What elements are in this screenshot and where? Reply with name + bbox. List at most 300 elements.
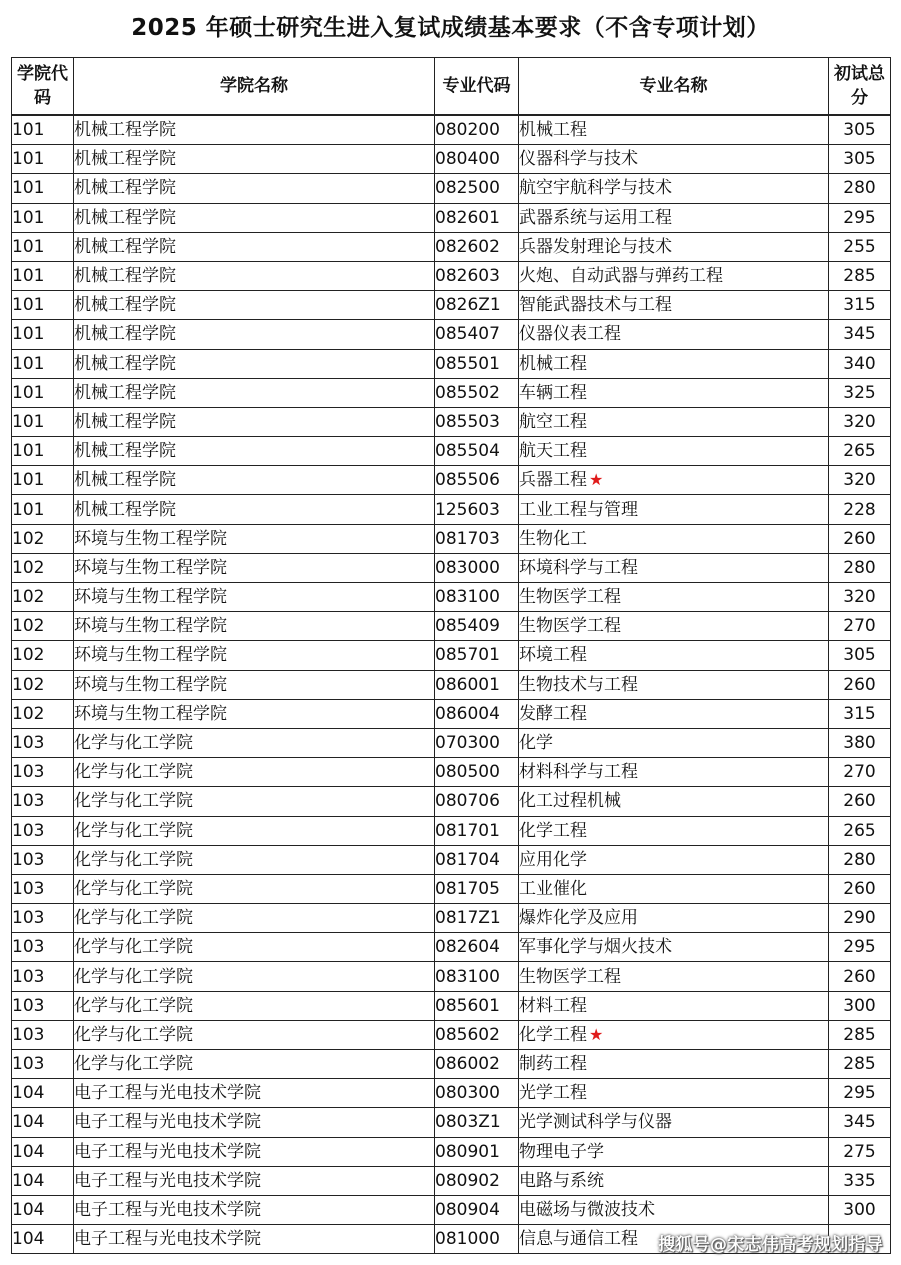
table-row (12, 933, 891, 962)
star-icon: ★ (589, 470, 604, 490)
header-major-name: 专业名称 (519, 58, 829, 116)
cell-college-name-text: 机械工程学院 (74, 324, 176, 345)
cell-major-name-text: 航空工程 (519, 411, 587, 432)
cell-college-name (74, 728, 435, 757)
cell-college-code-text: 101 (12, 324, 45, 345)
cell-score (829, 320, 891, 349)
cell-major-code-text: 082603 (435, 266, 500, 287)
cell-score (829, 1137, 891, 1166)
cell-college-code-text: 101 (12, 441, 45, 462)
cell-college-code (12, 291, 74, 320)
cell-major-name (519, 933, 829, 962)
cell-college-name (74, 612, 435, 641)
table-row (12, 728, 891, 757)
cell-major-code (435, 232, 519, 261)
cell-college-name-text: 机械工程学院 (74, 353, 176, 374)
cell-score-text: 280 (843, 557, 876, 578)
cell-college-code (12, 495, 74, 524)
cell-college-code-text: 104 (12, 1229, 45, 1250)
cell-major-code-text: 0803Z1 (435, 1112, 501, 1133)
cell-college-code-text: 102 (12, 616, 45, 637)
cell-major-code (435, 349, 519, 378)
cell-college-name-text: 机械工程学院 (74, 499, 176, 520)
cell-college-name-text: 化学与化工学院 (74, 1054, 193, 1075)
cell-major-name-text: 航空宇航科学与技术 (519, 178, 672, 199)
cell-college-name (74, 874, 435, 903)
cell-college-name (74, 203, 435, 232)
cell-major-name (519, 407, 829, 436)
table-row (12, 320, 891, 349)
cell-major-code (435, 874, 519, 903)
cell-college-name (74, 115, 435, 145)
cell-major-code (435, 728, 519, 757)
cell-college-code-text: 104 (12, 1170, 45, 1191)
cell-major-name (519, 787, 829, 816)
cell-score-text: 275 (843, 1141, 876, 1162)
cell-college-name (74, 261, 435, 290)
table-row (12, 583, 891, 612)
cell-score-text: 280 (843, 849, 876, 870)
header-score: 初试总分 (829, 58, 891, 116)
cell-major-code-text: 085501 (435, 353, 500, 374)
cell-major-code (435, 1166, 519, 1195)
cell-score-text: 305 (843, 120, 876, 141)
cell-major-code-text: 081000 (435, 1229, 500, 1250)
cell-college-name-text: 机械工程学院 (74, 236, 176, 257)
cell-major-code-text: 080300 (435, 1083, 500, 1104)
cell-major-name-text: 智能武器技术与工程 (519, 295, 672, 316)
cell-college-name-text: 环境与生物工程学院 (74, 616, 227, 637)
cell-college-code (12, 728, 74, 757)
cell-major-code (435, 816, 519, 845)
cell-major-code (435, 291, 519, 320)
cell-major-name (519, 1079, 829, 1108)
table-row (12, 816, 891, 845)
cell-college-name-text: 化学与化工学院 (74, 849, 193, 870)
cell-college-code (12, 1166, 74, 1195)
score-table (11, 57, 891, 1254)
cell-college-code (12, 1020, 74, 1049)
cell-major-name (519, 1108, 829, 1137)
cell-college-name (74, 553, 435, 582)
cell-college-code-text: 103 (12, 733, 45, 754)
cell-score (829, 291, 891, 320)
cell-major-name (519, 641, 829, 670)
cell-score-text: 270 (843, 616, 876, 637)
cell-major-code (435, 1020, 519, 1049)
cell-major-code-text: 0826Z1 (435, 295, 501, 316)
cell-major-name (519, 962, 829, 991)
cell-college-code (12, 933, 74, 962)
cell-college-code-text: 103 (12, 849, 45, 870)
cell-college-code-text: 103 (12, 1054, 45, 1075)
cell-score (829, 962, 891, 991)
cell-college-code (12, 758, 74, 787)
cell-score (829, 437, 891, 466)
cell-score-text: 265 (843, 441, 876, 462)
cell-college-name-text: 化学与化工学院 (74, 762, 193, 783)
cell-college-code-text: 102 (12, 645, 45, 666)
cell-college-name-text: 机械工程学院 (74, 470, 176, 491)
cell-score (829, 758, 891, 787)
cell-score-text: 260 (843, 966, 876, 987)
table-row (12, 466, 891, 495)
cell-score-text: 270 (843, 762, 876, 783)
cell-college-code-text: 101 (12, 266, 45, 287)
cell-college-name (74, 145, 435, 174)
cell-college-name (74, 904, 435, 933)
table-row (12, 1020, 891, 1049)
cell-college-name-text: 化学与化工学院 (74, 908, 193, 929)
cell-major-name (519, 1195, 829, 1224)
cell-score (829, 874, 891, 903)
cell-college-code (12, 991, 74, 1020)
cell-major-code-text: 081703 (435, 528, 500, 549)
cell-college-code-text: 103 (12, 820, 45, 841)
cell-college-name-text: 环境与生物工程学院 (74, 703, 227, 724)
cell-major-code-text: 081705 (435, 878, 500, 899)
cell-college-code (12, 1050, 74, 1079)
cell-major-code (435, 320, 519, 349)
cell-college-code (12, 583, 74, 612)
table-row (12, 1195, 891, 1224)
cell-major-code-text: 080200 (435, 120, 500, 141)
cell-major-code (435, 1108, 519, 1137)
cell-college-name-text: 环境与生物工程学院 (74, 645, 227, 666)
cell-college-code (12, 612, 74, 641)
cell-college-name (74, 437, 435, 466)
cell-major-code-text: 085502 (435, 382, 500, 403)
cell-major-code-text: 0817Z1 (435, 908, 501, 929)
cell-college-code (12, 1195, 74, 1224)
cell-major-code-text: 125603 (435, 499, 500, 520)
cell-score (829, 203, 891, 232)
cell-college-name-text: 化学与化工学院 (74, 1024, 193, 1045)
cell-college-code (12, 1137, 74, 1166)
cell-major-code (435, 583, 519, 612)
cell-college-code-text: 101 (12, 499, 45, 520)
cell-score-text: 285 (843, 1054, 876, 1075)
cell-college-name (74, 378, 435, 407)
cell-major-code (435, 1195, 519, 1224)
cell-score (829, 553, 891, 582)
cell-college-name-text: 化学与化工学院 (74, 966, 193, 987)
cell-major-code-text: 085407 (435, 324, 500, 345)
table-row (12, 845, 891, 874)
cell-major-name-text: 兵器发射理论与技术 (519, 236, 672, 257)
cell-college-name-text: 化学与化工学院 (74, 878, 193, 899)
cell-score-text: 285 (843, 266, 876, 287)
cell-major-name (519, 874, 829, 903)
table-row (12, 1137, 891, 1166)
cell-major-name-text: 仪器仪表工程 (519, 324, 621, 345)
cell-major-code (435, 1050, 519, 1079)
cell-college-code (12, 320, 74, 349)
cell-college-code-text: 101 (12, 295, 45, 316)
cell-major-name (519, 612, 829, 641)
cell-major-code-text: 081704 (435, 849, 500, 870)
cell-score (829, 641, 891, 670)
cell-major-name (519, 1225, 829, 1254)
table-row (12, 495, 891, 524)
cell-major-code (435, 1137, 519, 1166)
table-row (12, 174, 891, 203)
cell-major-name (519, 758, 829, 787)
cell-college-name (74, 699, 435, 728)
cell-college-code-text: 101 (12, 149, 45, 170)
cell-major-code (435, 553, 519, 582)
cell-major-name-text: 化工过程机械 (519, 791, 621, 812)
cell-major-name-text: 环境科学与工程 (519, 557, 638, 578)
table-row (12, 261, 891, 290)
cell-major-code (435, 495, 519, 524)
header-college-name: 学院名称 (74, 58, 435, 116)
cell-major-code (435, 1079, 519, 1108)
cell-college-name (74, 1050, 435, 1079)
cell-college-name-text: 电子工程与光电技术学院 (74, 1200, 261, 1221)
cell-score (829, 1020, 891, 1049)
cell-score (829, 466, 891, 495)
cell-major-code (435, 174, 519, 203)
cell-score (829, 232, 891, 261)
cell-college-name (74, 174, 435, 203)
cell-major-code (435, 699, 519, 728)
cell-major-name (519, 145, 829, 174)
cell-college-name (74, 1079, 435, 1108)
cell-major-code-text: 085701 (435, 645, 500, 666)
cell-college-code (12, 115, 74, 145)
cell-college-code-text: 101 (12, 178, 45, 199)
cell-score (829, 1225, 891, 1254)
header-row (12, 58, 891, 116)
cell-major-name (519, 232, 829, 261)
cell-college-name-text: 电子工程与光电技术学院 (74, 1141, 261, 1162)
watermark: 搜狐号@宋志伟高考规划指导 (658, 1235, 883, 1255)
cell-college-code-text: 102 (12, 587, 45, 608)
cell-major-code-text: 082500 (435, 178, 500, 199)
table-row (12, 145, 891, 174)
cell-college-code (12, 349, 74, 378)
cell-college-code-text: 104 (12, 1200, 45, 1221)
cell-major-name-text: 物理电子学 (519, 1141, 604, 1162)
cell-major-name (519, 1166, 829, 1195)
cell-college-name (74, 524, 435, 553)
cell-college-code (12, 641, 74, 670)
cell-college-name (74, 641, 435, 670)
cell-score (829, 1108, 891, 1137)
cell-major-code (435, 203, 519, 232)
cell-college-name-text: 电子工程与光电技术学院 (74, 1170, 261, 1191)
cell-major-name-text: 仪器科学与技术 (519, 149, 638, 170)
cell-major-name (519, 728, 829, 757)
cell-major-code-text: 086002 (435, 1054, 500, 1075)
cell-major-name-text: 电路与系统 (519, 1170, 604, 1191)
table-row (12, 1225, 891, 1254)
table-header (12, 58, 891, 116)
cell-score (829, 261, 891, 290)
cell-college-code (12, 904, 74, 933)
cell-college-name-text: 机械工程学院 (74, 382, 176, 403)
cell-major-name (519, 349, 829, 378)
cell-major-name (519, 991, 829, 1020)
cell-major-code-text: 082601 (435, 207, 500, 228)
cell-score-text: 280 (843, 178, 876, 199)
cell-college-code-text: 102 (12, 557, 45, 578)
cell-college-code-text: 101 (12, 353, 45, 374)
cell-major-name-text: 发酵工程 (519, 703, 587, 724)
cell-score-text: 320 (843, 470, 876, 491)
cell-major-name-text: 军事化学与烟火技术 (519, 937, 672, 958)
cell-major-code (435, 933, 519, 962)
cell-major-name (519, 1050, 829, 1079)
cell-major-name-text: 生物医学工程 (519, 587, 621, 608)
cell-major-code-text: 085506 (435, 470, 500, 491)
cell-major-code (435, 758, 519, 787)
cell-major-name-text: 生物医学工程 (519, 616, 621, 637)
cell-college-code-text: 103 (12, 995, 45, 1016)
cell-college-name (74, 845, 435, 874)
cell-college-name-text: 环境与生物工程学院 (74, 674, 227, 695)
cell-major-name (519, 378, 829, 407)
cell-major-name-text: 航天工程 (519, 441, 587, 462)
cell-score-text: 300 (843, 995, 876, 1016)
cell-college-name-text: 机械工程学院 (74, 149, 176, 170)
cell-college-name (74, 583, 435, 612)
cell-score-text: 345 (843, 324, 876, 345)
cell-score (829, 1050, 891, 1079)
cell-college-code (12, 1108, 74, 1137)
cell-college-code (12, 437, 74, 466)
cell-college-code-text: 101 (12, 120, 45, 141)
cell-score-text: 305 (843, 149, 876, 170)
cell-major-code-text: 080902 (435, 1170, 500, 1191)
cell-major-name-text: 兵器工程 (519, 470, 587, 491)
cell-major-name-text: 机械工程 (519, 353, 587, 374)
table-row (12, 291, 891, 320)
cell-major-code-text: 070300 (435, 733, 500, 754)
header-major-code: 专业代码 (435, 58, 519, 116)
cell-major-code-text: 085602 (435, 1024, 500, 1045)
cell-college-code (12, 553, 74, 582)
cell-score (829, 699, 891, 728)
table-row (12, 991, 891, 1020)
cell-score (829, 816, 891, 845)
cell-major-code (435, 612, 519, 641)
cell-score-text: 340 (843, 353, 876, 374)
cell-college-code (12, 699, 74, 728)
cell-college-name (74, 1020, 435, 1049)
cell-college-name (74, 291, 435, 320)
cell-major-name-text: 材料工程 (519, 995, 587, 1016)
cell-college-name (74, 320, 435, 349)
cell-college-code (12, 174, 74, 203)
cell-major-code (435, 407, 519, 436)
cell-college-name (74, 495, 435, 524)
cell-college-code-text: 103 (12, 908, 45, 929)
cell-score (829, 495, 891, 524)
cell-major-code-text: 083100 (435, 587, 500, 608)
cell-major-code-text: 085409 (435, 616, 500, 637)
cell-major-name-text: 爆炸化学及应用 (519, 908, 638, 929)
cell-college-name-text: 电子工程与光电技术学院 (74, 1229, 261, 1250)
cell-score-text: 305 (843, 645, 876, 666)
cell-score-text: 285 (843, 1024, 876, 1045)
cell-college-code (12, 524, 74, 553)
cell-major-code-text: 083100 (435, 966, 500, 987)
cell-major-code (435, 261, 519, 290)
cell-college-code (12, 1225, 74, 1254)
cell-college-code (12, 466, 74, 495)
table-row (12, 115, 891, 145)
cell-major-name-text: 应用化学 (519, 849, 587, 870)
table-row (12, 670, 891, 699)
table-body (12, 115, 891, 1254)
cell-major-code (435, 145, 519, 174)
cell-score (829, 174, 891, 203)
cell-major-name (519, 115, 829, 145)
cell-score-text: 315 (843, 703, 876, 724)
cell-score (829, 670, 891, 699)
cell-major-name (519, 437, 829, 466)
table-row (12, 641, 891, 670)
cell-score (829, 904, 891, 933)
cell-score (829, 991, 891, 1020)
table-row (12, 612, 891, 641)
table-row (12, 962, 891, 991)
cell-college-name (74, 466, 435, 495)
cell-college-code-text: 102 (12, 528, 45, 549)
cell-major-code-text: 081701 (435, 820, 500, 841)
cell-major-code (435, 115, 519, 145)
cell-college-name (74, 1108, 435, 1137)
cell-college-name-text: 化学与化工学院 (74, 820, 193, 841)
cell-college-code-text: 103 (12, 762, 45, 783)
cell-major-name-text: 化学工程 (519, 820, 587, 841)
cell-major-code-text: 080901 (435, 1141, 500, 1162)
cell-major-name-text: 化学 (519, 733, 553, 754)
cell-score-text: 320 (843, 587, 876, 608)
cell-college-name-text: 电子工程与光电技术学院 (74, 1112, 261, 1133)
cell-score-text: 295 (843, 1083, 876, 1104)
cell-major-name-text: 机械工程 (519, 120, 587, 141)
cell-major-code (435, 1225, 519, 1254)
cell-score-text: 290 (843, 908, 876, 929)
cell-major-code-text: 086001 (435, 674, 500, 695)
cell-score (829, 728, 891, 757)
cell-college-code (12, 378, 74, 407)
cell-college-name (74, 816, 435, 845)
table-row (12, 699, 891, 728)
cell-college-name (74, 1137, 435, 1166)
cell-score-text: 260 (843, 791, 876, 812)
cell-major-name (519, 466, 829, 495)
header-college-code: 学院代码 (12, 58, 74, 116)
cell-college-name (74, 787, 435, 816)
cell-major-code (435, 845, 519, 874)
cell-college-code-text: 103 (12, 966, 45, 987)
table-row (12, 874, 891, 903)
cell-score-text: 315 (843, 295, 876, 316)
cell-score-text: 255 (843, 236, 876, 257)
cell-major-code-text: 083000 (435, 557, 500, 578)
cell-major-code-text: 080904 (435, 1200, 500, 1221)
cell-college-name (74, 349, 435, 378)
cell-college-name-text: 机械工程学院 (74, 178, 176, 199)
cell-major-name (519, 816, 829, 845)
cell-major-code-text: 082604 (435, 937, 500, 958)
cell-college-code (12, 407, 74, 436)
cell-college-code (12, 1079, 74, 1108)
